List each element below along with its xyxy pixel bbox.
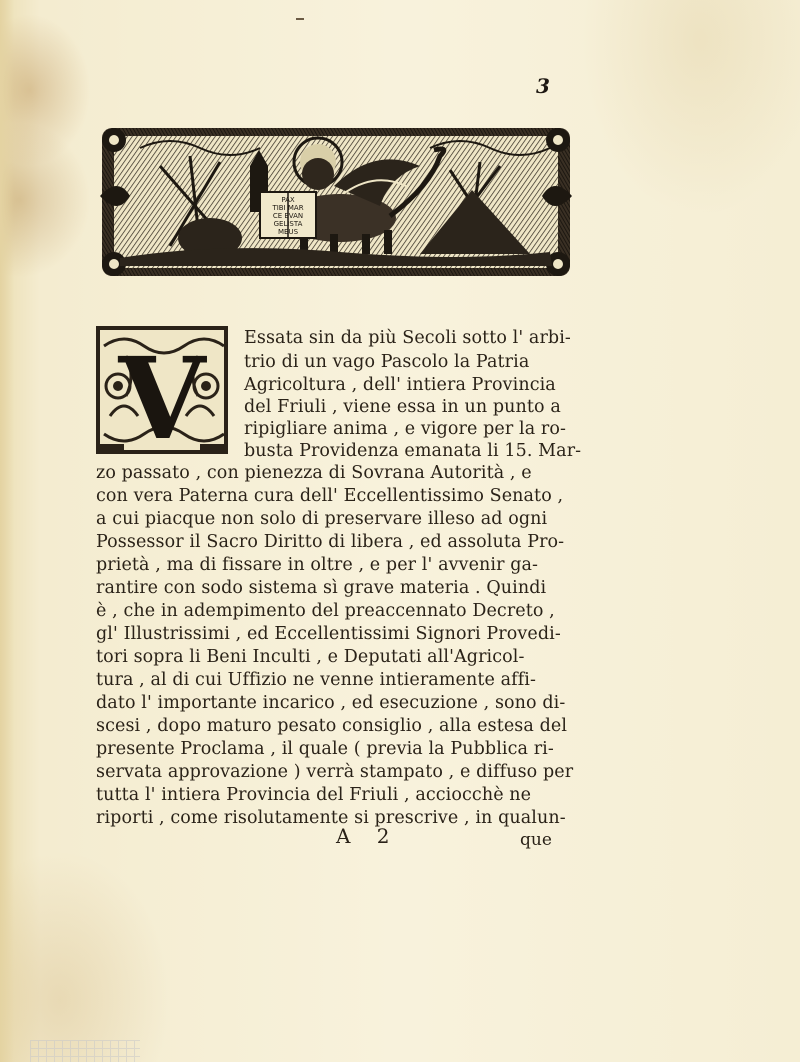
ornamental-initial-icon [96, 326, 228, 454]
book-line-2: TIBI MAR [272, 204, 304, 212]
body-line-10: Possessor il Sacro Diritto di libera , ed assoluta Pro- [96, 532, 565, 552]
body-line-21: tutta l' intiera Provincia del Friuli , acciocchè ne [96, 785, 532, 805]
body-line-9: a cui piacque non solo di preservare illeso ad ogni [96, 509, 548, 529]
body-line-16: tura , al di cui Uffizio ne venne intieramente affi- [96, 670, 537, 690]
top-mark [296, 18, 304, 20]
catchword: que [520, 830, 552, 850]
body-line-4: del Friuli , viene essa in un punto a [244, 397, 561, 417]
body-line-5: ripigliare anima , e vigore per la ro- [244, 419, 567, 439]
body-line-15: tori sopra li Beni Inculti , e Deputati all'Agricol- [96, 647, 525, 667]
body-line-6: busta Providenza emanata li 15. Mar- [244, 441, 582, 461]
body-line-7: zo passato , con pienezza di Sovrana Autorità , e [96, 463, 532, 483]
book-line-4: GELISTA [273, 220, 303, 228]
body-line-3: Agricoltura , dell' intiera Provincia [244, 375, 556, 395]
woodcut-banner [100, 126, 572, 278]
body-line-8: con vera Paterna cura dell' Eccellentissimo Senato , [96, 486, 564, 506]
book-line-3: CE EVAN [272, 212, 304, 220]
body-line-18: scesi , dopo maturo pesato consiglio , alla estesa del [96, 716, 568, 736]
body-line-2: trio di un vago Pascolo la Patria [244, 352, 530, 372]
grid-paper-corner [30, 1040, 140, 1062]
drop-cap-letter: V [118, 334, 206, 454]
page-number: 3 [536, 74, 550, 98]
body-line-14: gl' Illustrissimi , ed Eccellentissimi Signori Provedi- [96, 624, 561, 644]
body-line-20: servata approvazione ) verrà stampato , e diffuso per [96, 762, 574, 782]
gospel-book [260, 192, 316, 238]
body-line-11: prietà , ma di fissare in oltre , e per l' avvenir ga- [96, 555, 539, 575]
body-line-12: rantire con sodo sistema sì grave materia . Quindi [96, 578, 547, 598]
body-line-1: Essata sin da più Secoli sotto l' arbi- [244, 328, 571, 348]
body-line-22: riporti , come risolutamente si prescrive , in qualun- [96, 808, 566, 828]
body-line-13: è , che in adempimento del preaccennato Decreto , [96, 601, 555, 621]
signature-mark: A 2 [336, 824, 400, 848]
page-edge-shadow [0, 0, 14, 1062]
body-line-19: presente Proclama , il quale ( previa la Pubblica ri- [96, 739, 554, 759]
book-line-5: MEUS [277, 228, 299, 236]
body-line-17: dato l' importante incarico , ed esecuzione , sono di- [96, 693, 566, 713]
book-line-1: PAX [281, 196, 295, 204]
